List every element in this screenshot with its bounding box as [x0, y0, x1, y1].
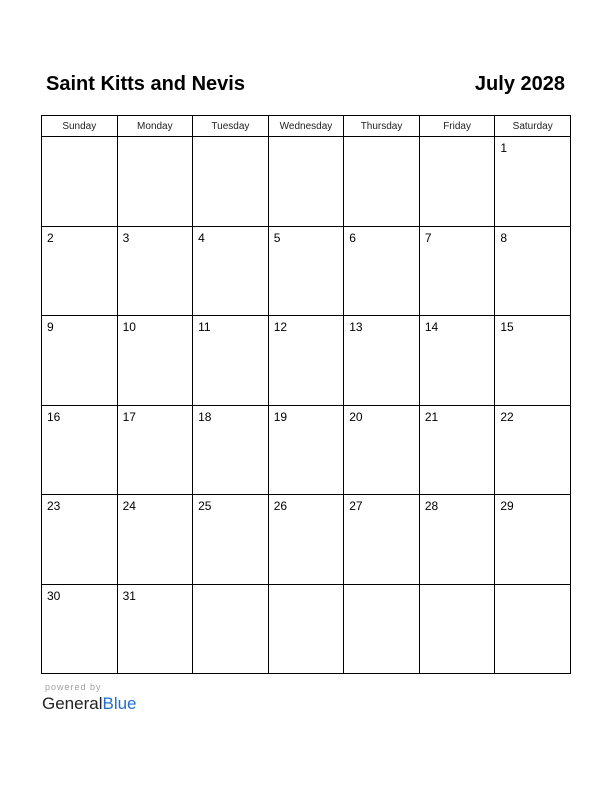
day-number: 1 [500, 141, 508, 155]
day-cell [419, 137, 495, 227]
day-cell [117, 226, 193, 316]
calendar-grid [41, 115, 571, 674]
day-number: 15 [500, 320, 514, 334]
week-row [42, 316, 571, 406]
day-cell [193, 584, 269, 674]
day-number: 28 [424, 499, 439, 513]
day-number: 6 [349, 230, 356, 245]
day-number [344, 137, 419, 141]
day-number: 10 [122, 320, 136, 334]
day-number [269, 585, 344, 589]
weekday-header: Thursday [344, 116, 420, 137]
day-cell [495, 495, 571, 585]
day-number: 23 [47, 499, 61, 513]
day-cell [268, 316, 344, 406]
day-cell [42, 495, 118, 585]
day-cell [193, 226, 269, 316]
brand-general: General [42, 694, 103, 713]
day-cell [193, 495, 269, 585]
day-number: 4 [198, 230, 205, 245]
day-cell [117, 584, 193, 674]
day-cell [344, 584, 420, 674]
day-number: 3 [122, 230, 130, 245]
day-number: 21 [424, 409, 439, 424]
day-number: 22 [500, 409, 514, 424]
day-cell [344, 137, 420, 227]
day-cell [42, 316, 118, 406]
day-number: 19 [273, 409, 288, 424]
day-number [420, 137, 495, 141]
day-cell [419, 316, 495, 406]
day-cell [495, 584, 571, 674]
day-cell [344, 495, 420, 585]
day-cell [495, 405, 571, 495]
day-cell [268, 584, 344, 674]
day-number: 5 [273, 230, 281, 245]
page-title-month: July 2028 [474, 73, 565, 95]
week-row [42, 405, 571, 495]
day-number [118, 137, 193, 141]
day-cell [42, 226, 118, 316]
day-number [420, 585, 495, 589]
day-number: 17 [122, 409, 136, 424]
day-cell [268, 137, 344, 227]
day-cell [495, 137, 571, 227]
day-number: 9 [47, 320, 54, 334]
day-cell [419, 495, 495, 585]
day-number: 26 [273, 499, 288, 513]
day-cell [268, 495, 344, 585]
day-cell [419, 226, 495, 316]
day-cell [268, 405, 344, 495]
day-cell [344, 316, 420, 406]
week-row [42, 584, 571, 674]
day-cell [117, 405, 193, 495]
day-cell [419, 584, 495, 674]
weekday-header: Sunday [42, 116, 118, 137]
day-cell [117, 316, 193, 406]
day-number [193, 137, 268, 141]
day-number: 16 [47, 409, 61, 424]
week-row [42, 226, 571, 316]
day-cell [344, 405, 420, 495]
day-number: 24 [122, 499, 136, 513]
weekday-header: Tuesday [193, 116, 269, 137]
brand-logo [42, 693, 137, 715]
day-cell [193, 137, 269, 227]
day-number: 30 [47, 588, 61, 603]
day-cell [42, 584, 118, 674]
day-cell [193, 405, 269, 495]
weekday-header-row [42, 116, 571, 137]
brand-blue: Blue [102, 694, 137, 713]
weekday-header: Saturday [495, 116, 571, 137]
day-number [42, 137, 117, 141]
page-title-country: Saint Kitts and Nevis [46, 73, 245, 95]
day-cell [193, 316, 269, 406]
day-number: 2 [47, 230, 54, 245]
powered-by-label: powered by [45, 682, 102, 692]
weekday-header: Monday [117, 116, 193, 137]
week-row [42, 137, 571, 227]
day-cell [268, 226, 344, 316]
day-number [269, 137, 344, 141]
day-number: 31 [122, 588, 136, 603]
day-cell [419, 405, 495, 495]
day-number: 18 [198, 409, 212, 424]
day-number: 14 [424, 320, 439, 334]
day-number: 25 [198, 499, 212, 513]
day-cell [42, 137, 118, 227]
weekday-header: Friday [419, 116, 495, 137]
day-number: 12 [273, 320, 288, 334]
day-cell [495, 226, 571, 316]
day-number: 11 [198, 320, 211, 334]
day-cell [495, 316, 571, 406]
day-cell [117, 137, 193, 227]
day-number: 29 [500, 499, 514, 513]
day-cell [344, 226, 420, 316]
day-number [344, 585, 419, 589]
weekday-header: Wednesday [268, 116, 344, 137]
day-number: 7 [424, 230, 432, 245]
day-number: 27 [349, 499, 363, 513]
day-cell [117, 495, 193, 585]
day-number [495, 585, 570, 589]
day-number: 8 [500, 230, 508, 245]
week-row [42, 495, 571, 585]
day-number: 13 [349, 320, 363, 334]
day-number [193, 585, 268, 589]
day-cell [42, 405, 118, 495]
day-number: 20 [349, 409, 363, 424]
